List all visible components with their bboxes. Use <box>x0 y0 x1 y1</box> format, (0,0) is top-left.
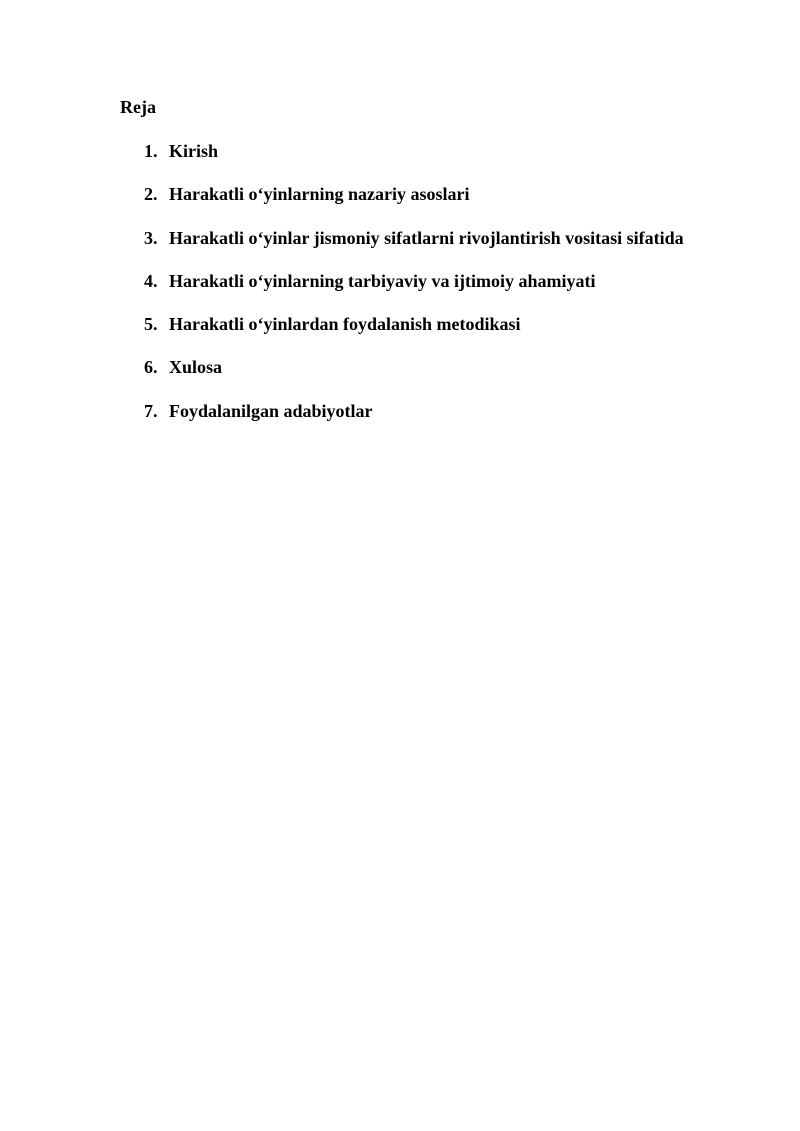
list-item-text: Xulosa <box>169 357 223 378</box>
list-item-number: 2. <box>144 184 158 205</box>
list-item-number: 3. <box>144 227 158 248</box>
list-item-number: 1. <box>144 141 158 161</box>
list-item-text: Harakatli o‘yinlardan foydalanish metodikasi <box>169 314 521 335</box>
list-item-text: Harakatli o‘yinlarning nazariy asoslari <box>169 184 470 205</box>
list-item-number: 4. <box>144 270 158 291</box>
list-item-text: Harakatli o‘yinlarning tarbiyaviy va ijtimoiy ahamiyati <box>169 270 596 291</box>
list-item-text: Foydalanilgan adabiyotlar <box>169 400 373 421</box>
list-item-number: 5. <box>144 314 158 335</box>
page-title: Reja <box>120 97 156 117</box>
list-item-text: Harakatli o‘yinlar jismoniy sifatlarni rivojlantirish vositasi sifatida <box>169 227 684 248</box>
list-item-number: 7. <box>144 400 158 421</box>
list-item-number: 6. <box>144 357 158 378</box>
list-item-text: Kirish <box>169 141 219 161</box>
